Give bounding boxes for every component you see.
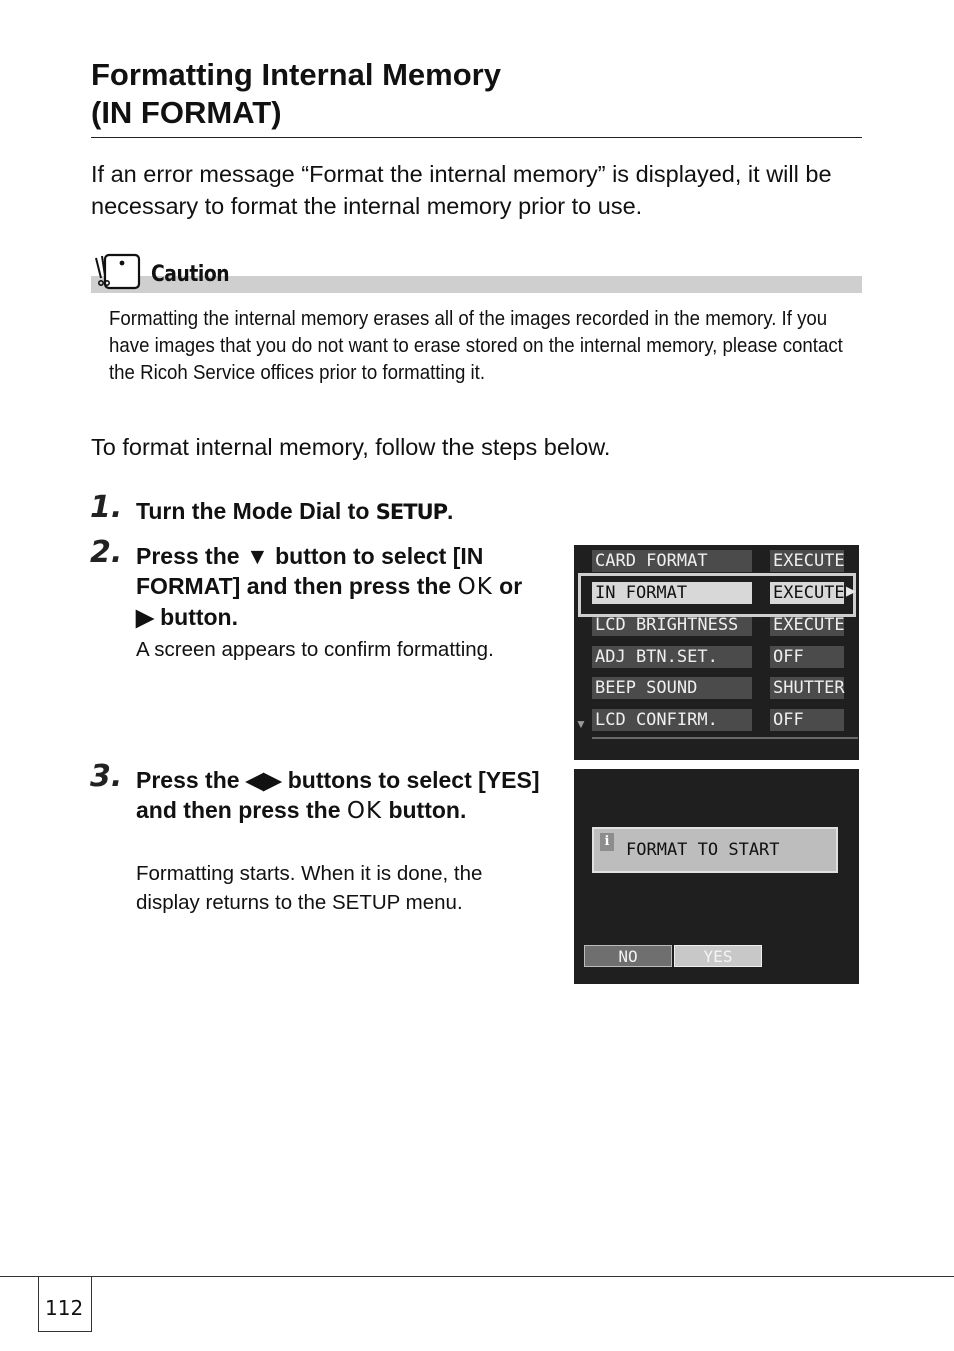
step-2-title [136, 541, 546, 632]
step-1-text: Turn the Mode Dial to [136, 498, 376, 524]
menu-bottom-rule [592, 737, 858, 739]
step-2-description: A screen appears to confirm formatting. [136, 638, 494, 661]
menu-item-label: IN FORMAT [592, 582, 752, 604]
dialog-message: FORMAT TO START [626, 840, 780, 860]
page-title [91, 56, 862, 132]
step-2-text-c: or [492, 573, 523, 599]
step-3-text-b: buttons to select [YES] and then press the [136, 767, 540, 823]
step-3-text-a: Press the [136, 767, 246, 793]
down-triangle-icon: ▼ [245, 543, 269, 569]
page-number: 112 [45, 1296, 84, 1320]
page-title-line1: Formatting Internal Memory [91, 57, 501, 92]
selection-highlight [578, 573, 856, 617]
menu-item-value: EXECUTE [770, 614, 844, 636]
info-icon: i [600, 833, 614, 851]
menu-item-value: EXECUTE [770, 582, 844, 604]
setup-menu-screen [574, 545, 859, 760]
menu-item-label: LCD BRIGHTNESS [592, 614, 752, 636]
menu-row [592, 614, 858, 636]
title-rule [91, 137, 862, 138]
setup-mode-label: SETUP [375, 500, 448, 524]
step-2-text-d: button. [153, 604, 238, 630]
right-triangle-icon: ▶ [136, 604, 154, 630]
caution-label: Caution [151, 262, 230, 287]
ok-button-label: OK [346, 798, 383, 824]
menu-row [592, 550, 858, 572]
confirm-dialog [592, 827, 838, 873]
menu-item-label: BEEP SOUND [592, 677, 752, 699]
step-3-title [136, 765, 546, 826]
caution-note-icon [93, 252, 143, 292]
page-title-line2: (IN FORMAT) [91, 95, 282, 130]
steps-intro: To format internal memory, follow the steps below. [91, 434, 611, 460]
yes-button[interactable]: YES [674, 945, 762, 967]
menu-row [592, 709, 858, 731]
caution-text: Formatting the internal memory erases all of the images recorded in the memory. If you have images that you do not want to erase stored on the internal memory, please contact the Ricoh Service offices prior to formatting it. [109, 307, 843, 384]
step-3-number: 3. [90, 759, 123, 794]
step-3-description: Formatting starts. When it is done, the display returns to the SETUP menu. [136, 862, 483, 914]
step-2-text-a: Press the [136, 543, 246, 569]
no-button[interactable]: NO [584, 945, 672, 967]
menu-row [592, 646, 858, 668]
menu-item-value: OFF [770, 646, 844, 668]
intro-paragraph: If an error message “Format the internal memory” is displayed, it will be necessary to format the internal memory prior to use. [91, 161, 832, 219]
menu-item-value: SHUTTER [770, 677, 844, 699]
left-right-triangle-icon: ◀▶ [245, 767, 282, 793]
right-arrow-icon: ▶ [846, 583, 856, 598]
step-1-period: . [447, 498, 454, 524]
step-1-number: 1. [90, 490, 123, 525]
menu-item-label: ADJ BTN.SET. [592, 646, 752, 668]
menu-item-label: LCD CONFIRM. [592, 709, 752, 731]
ok-button-label: OK [457, 574, 493, 600]
menu-item-value: OFF [770, 709, 844, 731]
step-1-title [136, 496, 453, 527]
caution-header [91, 252, 862, 294]
step-2-number: 2. [90, 535, 123, 570]
menu-item-value: EXECUTE [770, 550, 844, 572]
menu-item-label: CARD FORMAT [592, 550, 752, 572]
page-number-box [38, 1276, 92, 1332]
footer-rule [0, 1276, 954, 1277]
step-3-text-c: button. [382, 797, 467, 823]
step-2-text-b: button to select [IN FORMAT] and then press the [136, 543, 484, 599]
scroll-down-icon: ▼ [575, 717, 587, 731]
confirm-format-screen [574, 769, 859, 984]
menu-row [592, 677, 858, 699]
